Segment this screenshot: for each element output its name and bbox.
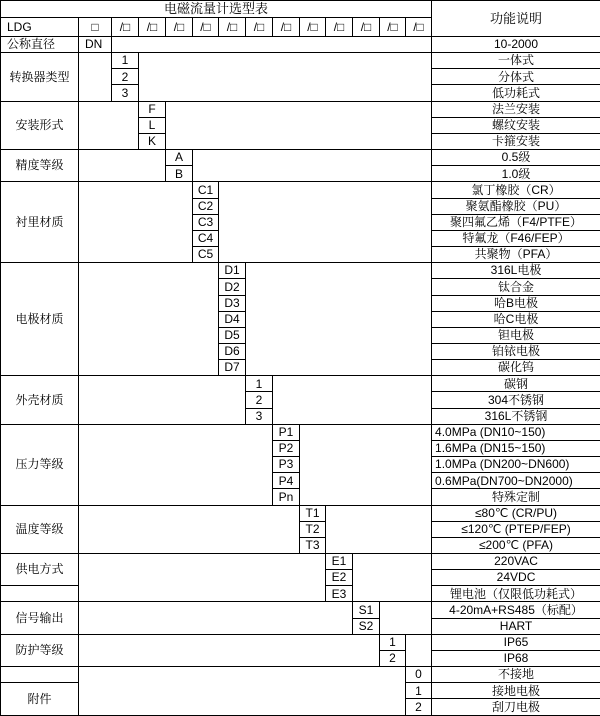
empty-cell (353, 554, 432, 602)
section-category: 信号输出 (1, 602, 79, 634)
empty-cell (326, 505, 432, 553)
option-desc: 304不锈钢 (432, 392, 600, 408)
option-desc: 10-2000 (432, 37, 600, 53)
option-code: P4 (273, 473, 300, 489)
empty-cell (112, 37, 432, 53)
option-desc: ≤200℃ (PFA) (432, 537, 600, 553)
section-category: 转换器类型 (1, 53, 79, 101)
table-row (1, 602, 600, 618)
option-code: P1 (273, 424, 300, 440)
code-slot: /□ (193, 18, 219, 37)
option-desc: 铂铱电极 (432, 343, 600, 359)
section-category: 防护等级 (1, 634, 79, 666)
option-desc: 1.0级 (432, 166, 600, 182)
option-desc: 分体式 (432, 69, 600, 85)
option-code: 0 (406, 667, 432, 683)
option-code: Pn (273, 489, 300, 505)
code-slot: /□ (326, 18, 353, 37)
option-code: D6 (219, 343, 246, 359)
option-code: T2 (300, 521, 326, 537)
empty-cell (193, 150, 432, 182)
empty-cell (219, 182, 432, 263)
empty-cell (79, 602, 353, 634)
option-code: 1 (112, 53, 139, 69)
option-code: A (166, 150, 193, 166)
option-desc: 聚四氟乙烯（F4/PTFE） (432, 214, 600, 230)
empty-cell (380, 602, 432, 634)
code-slot: /□ (406, 18, 432, 37)
function-column-header: 功能说明 (432, 1, 600, 37)
option-code: 2 (406, 699, 432, 716)
section-category: 安装形式 (1, 101, 79, 149)
option-desc: 低功耗式 (432, 85, 600, 101)
option-code: D3 (219, 295, 246, 311)
option-code: B (166, 166, 193, 182)
table-row (1, 667, 600, 683)
option-desc: 316L不锈钢 (432, 408, 600, 424)
option-desc: 螺纹安装 (432, 117, 600, 133)
model-prefix-label: LDG (1, 18, 79, 37)
section-category: 外壳材质 (1, 376, 79, 424)
option-code: 2 (246, 392, 273, 408)
option-code: E2 (326, 570, 353, 586)
option-code: D5 (219, 327, 246, 343)
table-row (1, 263, 600, 279)
option-code: 1 (380, 634, 406, 650)
code-slot: /□ (112, 18, 139, 37)
option-code: 1 (246, 376, 273, 392)
empty-cell (79, 150, 166, 182)
option-desc: IP68 (432, 650, 600, 666)
option-desc: 4.0MPa (DN10~150) (432, 424, 600, 440)
option-desc: IP65 (432, 634, 600, 650)
code-slot: /□ (273, 18, 300, 37)
option-code: D2 (219, 279, 246, 295)
option-code: 2 (380, 650, 406, 666)
empty-cell (300, 424, 432, 505)
option-code: D1 (219, 263, 246, 279)
option-code: D4 (219, 311, 246, 327)
option-desc: 碳钢 (432, 376, 600, 392)
option-code: E3 (326, 586, 353, 602)
section-category: 衬里材质 (1, 182, 79, 263)
empty-cell (1, 586, 79, 602)
option-code: C5 (193, 247, 219, 263)
option-code: K (139, 133, 166, 149)
empty-cell (79, 667, 406, 716)
table-row (1, 53, 600, 69)
option-code: P2 (273, 440, 300, 456)
table-row (1, 150, 600, 166)
code-slot: /□ (166, 18, 193, 37)
option-desc: 钽电极 (432, 327, 600, 343)
empty-cell (79, 101, 139, 149)
option-desc: 一体式 (432, 53, 600, 69)
option-desc: 特氟龙（F46/FEP） (432, 230, 600, 246)
section-category: 公称直径 (1, 37, 79, 53)
option-code: T3 (300, 537, 326, 553)
section-category: 电极材质 (1, 263, 79, 376)
option-code: 3 (112, 85, 139, 101)
section-category: 精度等级 (1, 150, 79, 182)
option-code: E1 (326, 554, 353, 570)
empty-cell (79, 182, 193, 263)
option-desc: 不接地 (432, 667, 600, 683)
option-desc: 哈C电极 (432, 311, 600, 327)
empty-cell (246, 263, 432, 376)
option-desc: 碳化钨 (432, 360, 600, 376)
option-code: L (139, 117, 166, 133)
option-code: C4 (193, 230, 219, 246)
empty-cell (79, 53, 112, 101)
empty-cell (79, 554, 326, 602)
code-slot: /□ (380, 18, 406, 37)
option-code: 3 (246, 408, 273, 424)
option-code: S2 (353, 618, 380, 634)
section-category: 温度等级 (1, 505, 79, 553)
option-desc: 24VDC (432, 570, 600, 586)
option-desc: 0.5级 (432, 150, 600, 166)
option-code: C2 (193, 198, 219, 214)
empty-cell (139, 53, 432, 101)
table-row (1, 424, 600, 440)
option-desc: ≤120℃ (PTEP/FEP) (432, 521, 600, 537)
code-slot: /□ (139, 18, 166, 37)
code-slot: /□ (300, 18, 326, 37)
option-code: C3 (193, 214, 219, 230)
option-desc: 1.0MPa (DN200~DN600) (432, 457, 600, 473)
option-desc: ≤80℃ (CR/PU) (432, 505, 600, 521)
option-desc: 220VAC (432, 554, 600, 570)
table-row (1, 376, 600, 392)
option-code: 2 (112, 69, 139, 85)
option-desc: 1.6MPa (DN15~150) (432, 440, 600, 456)
option-desc: 哈B电极 (432, 295, 600, 311)
empty-cell (79, 634, 380, 666)
option-desc: 卡箍安装 (432, 133, 600, 149)
section-category: 供电方式 (1, 554, 79, 586)
section-category: 附件 (1, 683, 79, 716)
table-row (1, 1, 600, 18)
option-code: P3 (273, 457, 300, 473)
section-category: 压力等级 (1, 424, 79, 505)
option-code: D7 (219, 360, 246, 376)
option-code: DN (79, 37, 112, 53)
code-slot: /□ (219, 18, 246, 37)
option-desc: 法兰安装 (432, 101, 600, 117)
option-desc: 4-20mA+RS485（标配） (432, 602, 600, 618)
option-desc: 0.6MPa(DN700~DN2000) (432, 473, 600, 489)
option-code: 1 (406, 683, 432, 699)
empty-cell (79, 424, 273, 505)
option-desc: 聚氨酯橡胶（PU） (432, 198, 600, 214)
option-desc: 特殊定制 (432, 489, 600, 505)
option-code: C1 (193, 182, 219, 198)
empty-cell (79, 263, 219, 376)
option-desc: 接地电极 (432, 683, 600, 699)
code-box: □ (79, 18, 112, 37)
option-desc: 316L电极 (432, 263, 600, 279)
page-title: 电磁流量计选型表 (1, 1, 432, 18)
option-code: S1 (353, 602, 380, 618)
option-desc: 刮刀电极 (432, 699, 600, 716)
option-desc: HART (432, 618, 600, 634)
empty-cell (1, 667, 79, 683)
code-slot: /□ (353, 18, 380, 37)
option-desc: 钛合金 (432, 279, 600, 295)
empty-cell (79, 505, 300, 553)
empty-cell (406, 634, 432, 666)
option-desc: 共聚物（PFA） (432, 247, 600, 263)
table-row (1, 634, 600, 650)
empty-cell (166, 101, 432, 149)
option-code: T1 (300, 505, 326, 521)
option-desc: 锂电池（仅限低功耗式） (432, 586, 600, 602)
code-slot: /□ (246, 18, 273, 37)
table-row (1, 554, 600, 570)
empty-cell (79, 376, 246, 424)
table-row (1, 182, 600, 198)
empty-cell (273, 376, 432, 424)
option-code: F (139, 101, 166, 117)
table-row (1, 37, 600, 53)
table-row (1, 505, 600, 521)
option-desc: 氯丁橡胶（CR） (432, 182, 600, 198)
table-row (1, 101, 600, 117)
